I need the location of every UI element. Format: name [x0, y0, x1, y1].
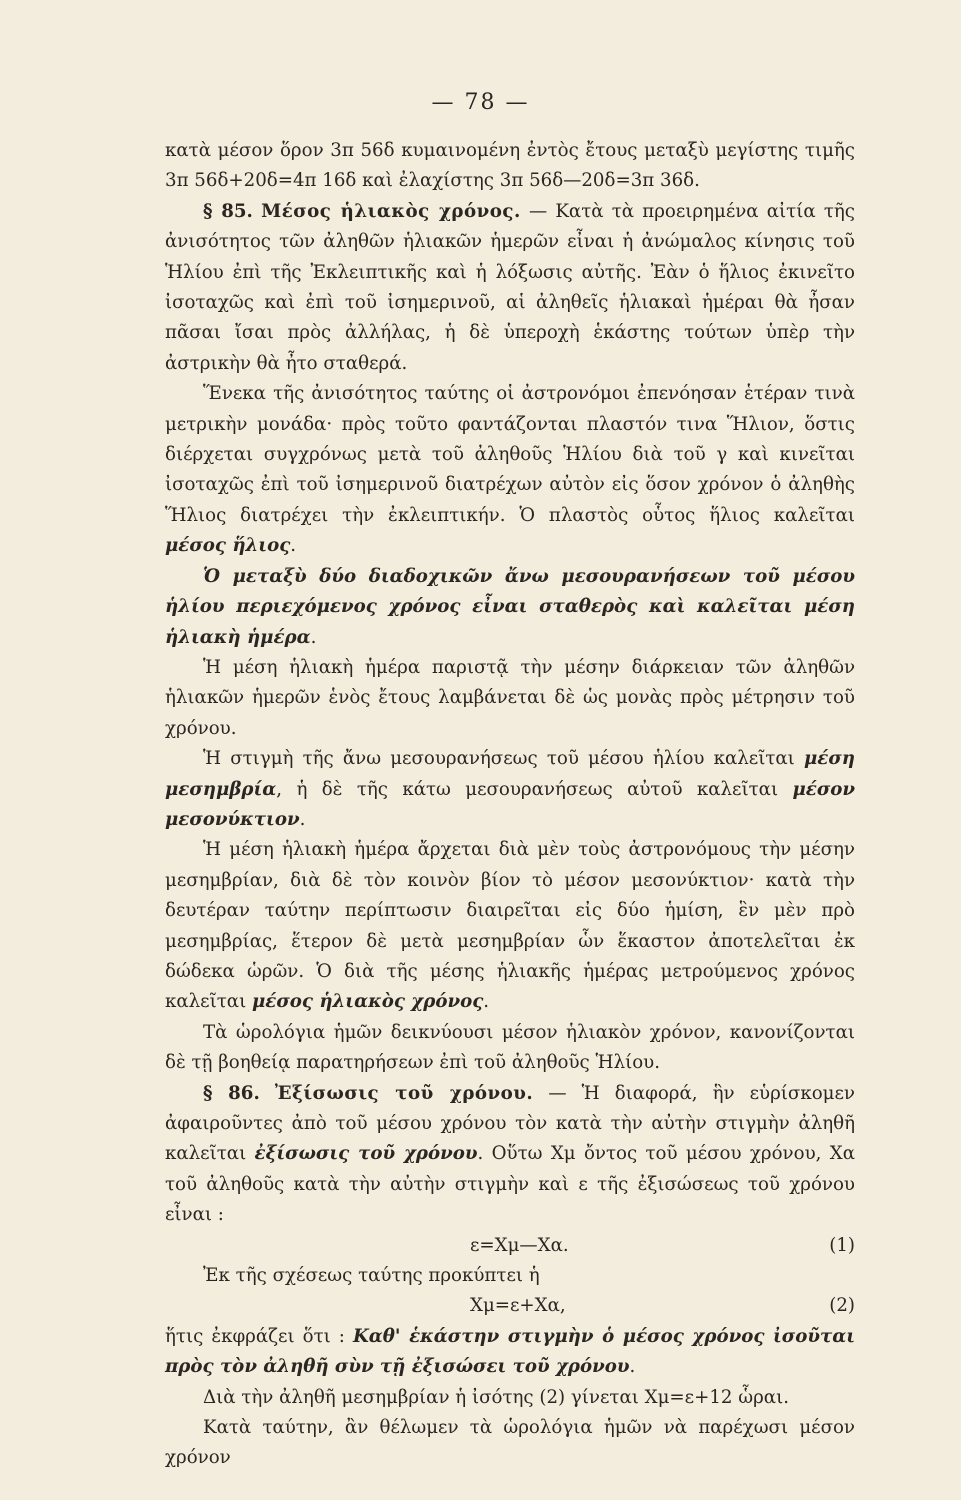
paragraph-8: Τὰ ὡρολόγια ἡμῶν δεικνύουσι μέσον ἡλιακὸν χρόνον, κανονίζονται δὲ τῇ βοηθείᾳ παρατηρήσεων ἐπὶ τοῦ ἀληθοῦς Ἡλίου.	[165, 1021, 855, 1074]
paragraph-6-end: .	[299, 808, 306, 830]
section-86-text-a: — Ἡ διαφορά, ἣν εὑρίσκομεν ἀφαιροῦντες ἀπὸ τοῦ μέσου χρόνου τὸν κατὰ τὴν αὐτὴν στιγμὴν ἀληθῆ καλεῖται	[165, 1082, 855, 1165]
paragraph-3-end: .	[290, 535, 297, 557]
paragraph-6-text-b: , ἡ δὲ τῆς κάτω μεσουρανήσεως αὐτοῦ καλεῖται	[276, 778, 793, 800]
section-85-number: § 85.	[203, 200, 253, 222]
equation-2	[165, 1291, 855, 1321]
equation-2-expression: Χμ=ε+Χα,	[470, 1295, 566, 1317]
paragraph-11	[165, 1322, 855, 1383]
paragraph-11-text: ἥτις ἐκφράζει ὅτι :	[165, 1325, 353, 1347]
statement-mean-time: Καθ' ἑκάστην στιγμὴν ὁ μέσος χρόνος ἰσοῦται πρὸς τὸν ἀληθῆ σὺν τῇ ἐξισώσει τοῦ χρόνου	[165, 1325, 856, 1378]
term-mesi-mesimvria: μέση μεσημβρία	[165, 748, 855, 800]
page-body	[165, 136, 855, 1474]
paragraph-4-end: .	[310, 626, 317, 648]
paragraph-7	[165, 835, 855, 1017]
term-mesos-ilios: μέσος ἥλιος	[165, 535, 291, 557]
paragraph-6	[165, 744, 855, 835]
paragraph-1: κατὰ μέσον ὅρον 3π 56δ κυμαινομένη ἐντὸς ἔτους μεταξὺ μεγίστης τιμῆς 3π 56δ+20δ=4π 16δ καὶ ἐλαχίστης 3π 56δ—20δ=3π 36δ.	[165, 140, 855, 192]
paragraph-7-text: Ἡ μέση ἡλιακὴ ἡμέρα ἄρχεται διὰ μὲν τοὺς ἀστρονόμους τὴν μέσην μεσημβρίαν, διὰ δὲ τὸν κοινὸν βίον τὸ μέσον μεσονύκτιον· κατὰ τὴν δευτέραν ταύτην περίπτωσιν διαιρεῖται εἰς δύο ἡμίση, ἓν μὲν πρὸ μεσημβρίας, ἕτερον δὲ μετὰ μεσημβρίαν ὧν ἕκαστον ἀποτελεῖται ἐκ δώδεκα ὡρῶν. Ὁ διὰ τῆς μέσης ἡλιακῆς ἡμέρας μετρούμενος χρόνος καλεῖται	[165, 839, 855, 1013]
paragraph-12: Διὰ τὴν ἀληθῆ μεσημβρίαν ἡ ἰσότης (2) γίνεται Χμ=ε+12 ὧραι.	[203, 1386, 789, 1408]
section-86	[165, 1079, 855, 1231]
definition-mesi-iliaki-imera: Ὁ μεταξὺ δύο διαδοχικῶν ἄνω μεσουρανήσεων τοῦ μέσου ἡλίου περιεχόμενος χρόνος εἶναι σταθερὸς καὶ καλεῖται μέση ἡλιακὴ ἡμέρα	[165, 565, 855, 648]
equation-1	[165, 1231, 855, 1261]
section-86-text-b: . Οὕτω Χμ ὄντος τοῦ μέσου χρόνου, Χα τοῦ ἀληθοῦς κατὰ τὴν αὐτὴν στιγμὴν καὶ ε τῆς ἐξισώσεως τοῦ χρόνου εἶναι :	[165, 1143, 855, 1226]
equation-2-number: (2)	[829, 1295, 855, 1317]
paragraph-5: Ἡ μέση ἡλιακὴ ἡμέρα παριστᾷ τὴν μέσην διάρκειαν τῶν ἀληθῶν ἡλιακῶν ἡμερῶν ἑνὸς ἔτους λαμβάνεται δὲ ὡς μονὰς πρὸς μέτρησιν τοῦ χρόνου.	[165, 656, 855, 739]
paragraph-4-definition	[165, 562, 855, 653]
section-86-title: Ἐξίσωσις τοῦ χρόνου.	[274, 1082, 534, 1104]
paragraph-3	[165, 379, 855, 561]
equation-1-number: (1)	[829, 1234, 855, 1256]
paragraph-7-end: .	[483, 991, 490, 1013]
section-85-body: — Κατὰ τὰ προειρημένα αἰτία τῆς ἀνισότητος τῶν ἀληθῶν ἡλιακῶν ἡμερῶν εἶναι ἡ ἀνώμαλος κίνησις τοῦ Ἡλίου ἐπὶ τῆς Ἐκλειπτικῆς καὶ ἡ λόξωσις αὐτῆς. Ἐὰν ὁ ἥλιος ἐκινεῖτο ἰσοταχῶς καὶ ἐπὶ τοῦ ἰσημερινοῦ, αἱ ἀληθεῖς ἡλιακαὶ ἡμέραι θὰ ἦσαν πᾶσαι ἴσαι πρὸς ἀλλήλας, ἡ δὲ ὑπεροχὴ ἑκάστης τούτων ὑπὲρ τὴν ἀστρικὴν θὰ ἦτο σταθερά.	[165, 200, 855, 374]
equation-1-expression: ε=Χμ—Χα.	[470, 1234, 569, 1256]
paragraph-10: Ἐκ τῆς σχέσεως ταύτης προκύπτει ἡ	[203, 1265, 540, 1287]
section-86-number: § 86.	[203, 1082, 260, 1104]
term-exisosis-tou-chronou: ἐξίσωσις τοῦ χρόνου	[254, 1143, 478, 1165]
paragraph-11-end: .	[629, 1356, 636, 1378]
paragraph-6-text-a: Ἡ στιγμὴ τῆς ἄνω μεσουρανήσεως τοῦ μέσου ἡλίου καλεῖται	[203, 748, 804, 770]
section-85	[165, 197, 855, 379]
section-85-title: Μέσος ἡλιακὸς χρόνος.	[261, 200, 521, 222]
term-mesos-iliakos-chronos: μέσος ἡλιακὸς χρόνος	[252, 991, 484, 1013]
paragraph-3-text: Ἕνεκα τῆς ἀνισότητος ταύτης οἱ ἀστρονόμοι ἐπενόησαν ἑτέραν τινὰ μετρικὴν μονάδα· πρὸς τοῦτο φαντάζονται πλαστόν τινα Ἥλιον, ὅστις διέρχεται συγχρόνως μετὰ τοῦ ἀληθοῦς Ἡλίου διὰ τοῦ γ καὶ κινεῖται ἰσοταχῶς ἐπὶ τοῦ ἰσημερινοῦ διατρέχων αὐτὸν εἰς ὅσον χρόνον ὁ ἀληθὴς Ἥλιος διατρέχει τὴν ἐκλειπτικήν. Ὁ πλαστὸς οὗτος ἥλιος καλεῖται	[165, 383, 855, 526]
page-number: — 78 —	[431, 90, 530, 115]
paragraph-13: Κατὰ ταύτην, ἂν θέλωμεν τὰ ὡρολόγια ἡμῶν νὰ παρέχωσι μέσον χρόνον	[165, 1417, 855, 1469]
term-meson-mesonyktion: μέσον μεσονύκτιον	[165, 778, 855, 830]
